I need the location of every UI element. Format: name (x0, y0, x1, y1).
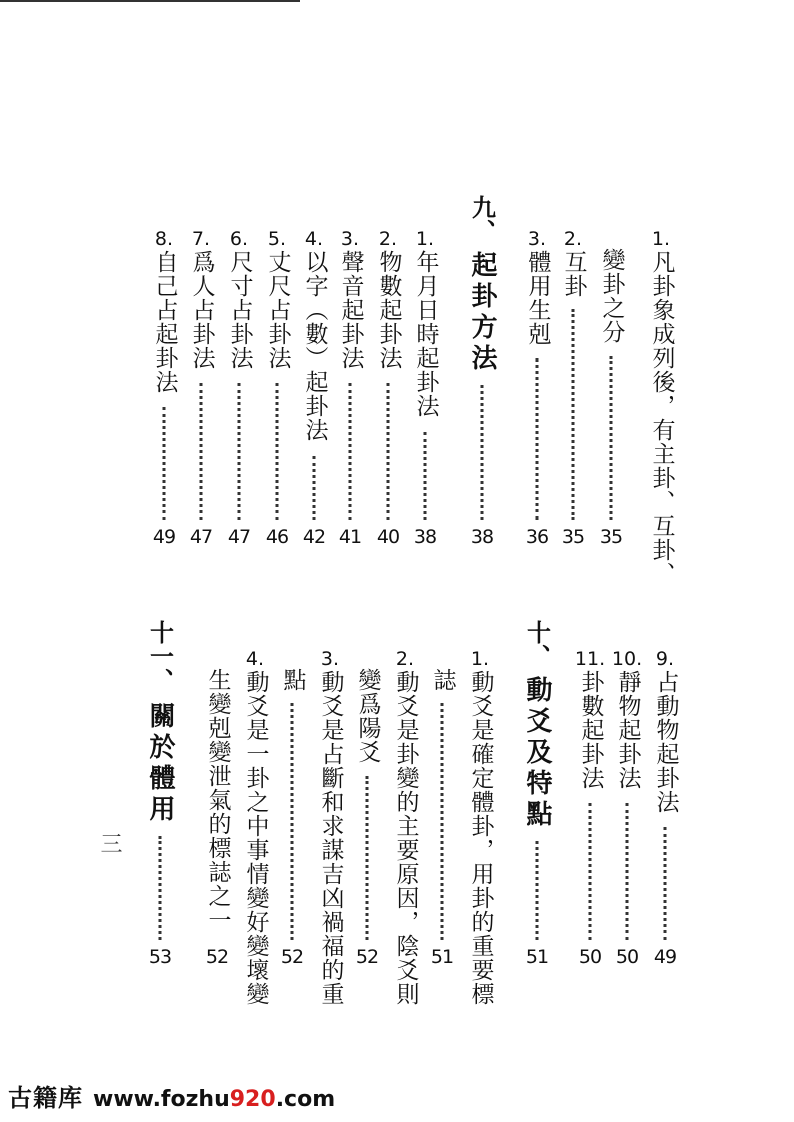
toc-page-number: 36 (525, 526, 549, 548)
toc-leader-dots (589, 803, 592, 941)
toc-page-number: 40 (376, 526, 400, 548)
toc-entry[interactable] (649, 648, 681, 968)
toc-entry-number: 10. (611, 648, 643, 670)
toc-entry[interactable] (409, 228, 441, 548)
top-rule (0, 0, 300, 2)
toc-leader-dots (349, 383, 352, 521)
toc-entry-title: 聲音起卦法 (337, 250, 364, 370)
toc-page-number: 49 (653, 946, 677, 968)
toc-page-number: 47 (189, 526, 213, 548)
toc-entry-title: 動爻是卦變的主要原因，陰爻則 (392, 670, 419, 1006)
toc-entry-title: 起卦方法 (467, 251, 497, 375)
toc-leader-dots (163, 407, 166, 520)
toc-entry[interactable] (645, 228, 677, 586)
toc-entry[interactable] (595, 248, 627, 548)
toc-entry-number: 8. (154, 228, 174, 250)
toc-entry[interactable] (557, 228, 589, 548)
toc-entry-number: 4. (304, 228, 324, 250)
toc-leader-dots (626, 803, 629, 941)
toc-page-number: 38 (413, 526, 437, 548)
toc-entry-title: 互卦 (560, 250, 587, 298)
toc-entry-title: 變爲陽爻 (354, 668, 381, 764)
toc-page-number: 50 (578, 946, 602, 968)
toc-entry-title: 物數起卦法 (375, 250, 402, 370)
toc-leader-dots (664, 827, 667, 940)
toc-leader-dots (276, 383, 279, 521)
toc-leader-dots (366, 776, 369, 940)
toc-page-number: 47 (227, 526, 251, 548)
watermark-url (93, 1087, 335, 1112)
toc-leader-dots (424, 432, 427, 521)
toc-entry-title: 體用生剋 (524, 250, 551, 346)
toc-page-number: 42 (302, 526, 326, 548)
toc-entry-title: 凡卦象成列後，有主卦、互卦、 (648, 250, 675, 586)
toc-leader-dots (291, 703, 294, 941)
toc-entry[interactable] (298, 228, 330, 548)
toc-page-number: 51 (525, 946, 549, 968)
toc-entry[interactable] (239, 648, 271, 1006)
toc-page-number: 53 (148, 946, 172, 968)
toc-entry[interactable] (314, 648, 346, 1006)
toc-leader-dots (200, 383, 203, 521)
toc-entry[interactable] (372, 228, 404, 548)
toc-entry-number: 2. (395, 648, 415, 670)
toc-entry[interactable] (148, 228, 180, 548)
toc-entry[interactable] (201, 668, 233, 968)
toc-entry-number: 7. (191, 228, 211, 250)
toc-entry-number: 11. (574, 648, 606, 670)
toc-entry-title: 自己占起卦法 (151, 250, 178, 394)
toc-leader-dots (536, 358, 539, 520)
toc-entry[interactable] (276, 668, 308, 968)
toc-entry[interactable] (185, 228, 217, 548)
toc-entry-number: 9. (655, 648, 675, 670)
toc-leader-dots (572, 309, 575, 520)
toc-entry-title: 丈尺占卦法 (264, 250, 291, 370)
toc-leader-dots (481, 385, 484, 520)
toc-page-number: 52 (280, 946, 304, 968)
toc-entry[interactable] (351, 668, 383, 968)
toc-entry-title: 靜物起卦法 (614, 670, 641, 790)
toc-entry-number: 3. (527, 228, 547, 250)
toc-entry-title: 動爻及特點 (522, 676, 552, 831)
toc-leader-dots (238, 383, 241, 521)
watermark-brand: 古籍库 (8, 1083, 83, 1112)
toc-leader-dots (536, 841, 539, 940)
toc-page-number: 46 (265, 526, 289, 548)
toc-entry[interactable] (611, 648, 643, 968)
toc-entry-number: 1. (415, 228, 435, 250)
toc-entry[interactable] (426, 668, 458, 968)
toc-section-heading[interactable] (466, 195, 498, 548)
toc-page-number: 49 (152, 526, 176, 548)
toc-page-number: 50 (615, 946, 639, 968)
toc-entry-number: 十、 (522, 620, 551, 668)
toc-leader-dots (159, 836, 162, 940)
toc-entry-number: 1. (651, 228, 671, 250)
toc-entry-number: 3. (340, 228, 360, 250)
toc-page-number: 38 (470, 526, 494, 548)
toc-entry-title: 變卦之分 (598, 248, 625, 344)
toc-entry[interactable] (389, 648, 421, 1006)
toc-entry-number: 3. (320, 648, 340, 670)
toc-entry-title: 卦數起卦法 (577, 670, 604, 790)
toc-entry-title: 誌 (429, 668, 456, 692)
toc-section-heading[interactable] (521, 620, 553, 968)
toc-entry-title: 關於體用 (145, 702, 175, 826)
toc-leader-dots (313, 456, 316, 520)
toc-entry-number: 1. (470, 648, 490, 670)
toc-leader-dots (387, 383, 390, 521)
page-number: 三 (97, 832, 122, 854)
watermark (8, 1078, 335, 1113)
toc-entry-number: 2. (563, 228, 583, 250)
toc-page-number: 51 (430, 946, 454, 968)
toc-entry-title: 占動物起卦法 (652, 670, 679, 814)
toc-entry-number: 5. (267, 228, 287, 250)
toc-entry-title: 生變剋變泄氣的標誌之一 (204, 668, 231, 932)
toc-entry-title: 以字（數）起卦法 (301, 250, 328, 442)
toc-entry[interactable] (574, 648, 606, 968)
toc-entry[interactable] (521, 228, 553, 548)
toc-entry-number: 6. (229, 228, 249, 250)
toc-entry-title: 年月日時起卦法 (412, 250, 439, 418)
watermark-url-red: 920 (229, 1087, 276, 1112)
toc-entry-title: 動爻是確定體卦，用卦的重要標 (467, 670, 494, 1006)
toc-leader-dots (441, 703, 444, 941)
watermark-url-pre: www.fozhu (93, 1087, 230, 1112)
toc-entry[interactable] (223, 228, 255, 548)
toc-entry-number: 4. (245, 648, 265, 670)
toc-page-number: 52 (205, 946, 229, 968)
toc-page-number: 52 (355, 946, 379, 968)
toc-entry[interactable] (334, 228, 366, 548)
toc-entry-title: 爲人占卦法 (188, 250, 215, 370)
toc-entry-number: 九、 (467, 195, 496, 243)
watermark-url-post: .com (275, 1087, 336, 1112)
toc-entry[interactable] (261, 228, 293, 548)
toc-entry[interactable] (464, 648, 496, 1006)
toc-leader-dots (610, 356, 613, 520)
toc-page-number: 35 (599, 526, 623, 548)
toc-entry-number: 2. (378, 228, 398, 250)
toc-entry-title: 尺寸占卦法 (226, 250, 253, 370)
toc-entry-title: 動爻是占斷和求謀吉凶禍福的重 (317, 670, 344, 1006)
toc-section-heading[interactable] (144, 620, 176, 968)
toc-entry-number: 十一、 (145, 620, 174, 692)
toc-entry-title: 動爻是一卦之中事情變好變壞變 (242, 670, 269, 1006)
toc-page-number: 35 (561, 526, 585, 548)
toc-entry-title: 點 (279, 668, 306, 692)
toc-page-number: 41 (338, 526, 362, 548)
